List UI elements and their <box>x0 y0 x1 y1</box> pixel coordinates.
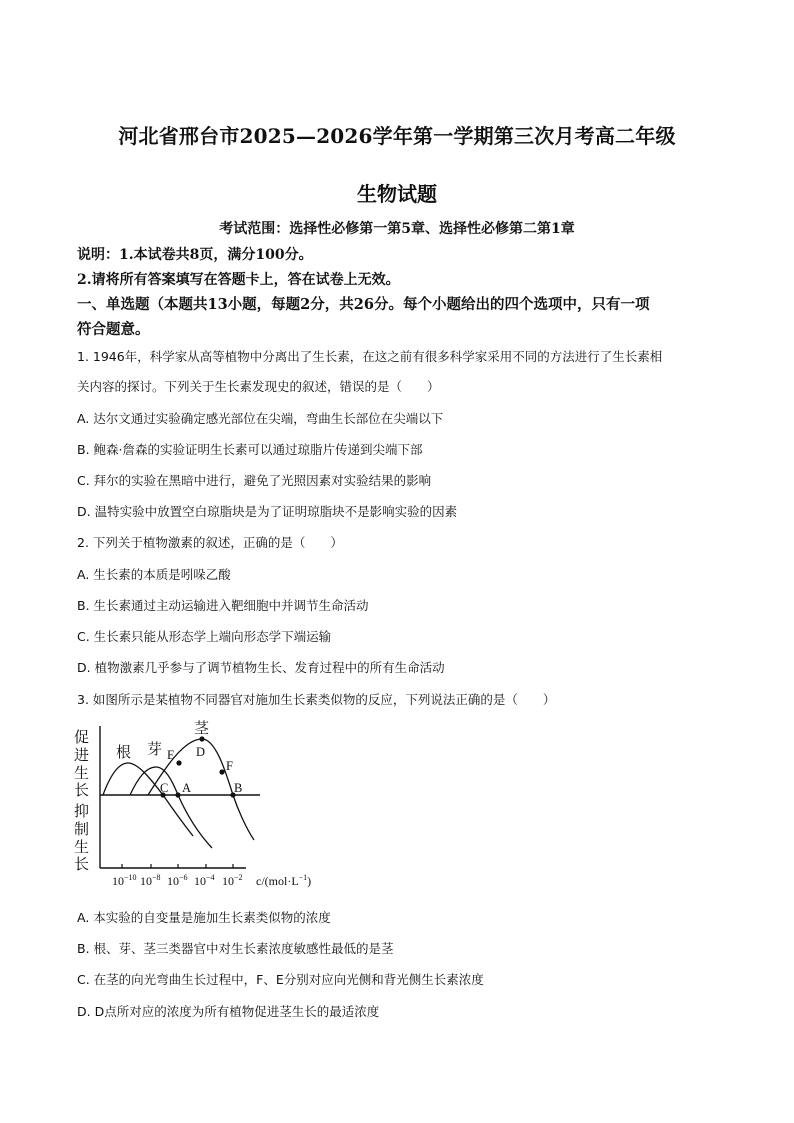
point-d-label: D <box>196 745 206 759</box>
point-e-label: E <box>167 748 175 762</box>
root-curve-label: 根 <box>116 745 132 761</box>
point-d-marker <box>199 736 204 741</box>
point-e-marker <box>176 760 181 765</box>
question-3-option-c: C. 在茎的向光弯曲生长过程中，F、E分别对应向光侧和背光侧生长素浓度 <box>77 972 484 987</box>
y-label-lower: 抑 <box>74 804 90 820</box>
question-1-option-a: A. 达尔文通过实验确定感光部位在尖端，弯曲生长部位在尖端以下 <box>77 411 444 426</box>
x-tick-label: $10^{-4}$ <box>194 873 215 888</box>
exam-scope: 考试范围：选择性必修第一第5章、选择性必修第二第1章 <box>219 221 575 237</box>
point-a-marker <box>175 792 180 797</box>
question-1-option-d: D. 温特实验中放置空白琼脂块是为了证明琼脂块不是影响实验的因素 <box>77 504 458 519</box>
y-label-upper: 促 <box>74 730 90 746</box>
point-b-label: B <box>234 781 243 795</box>
point-f-marker <box>219 769 224 774</box>
question-1-option-b: B. 鲍森·詹森的实验证明生长素可以通过琼脂片传递到尖端下部 <box>77 442 423 457</box>
question-1-stem-line-1: 1. 1946年，科学家从高等植物中分离出了生长素，在这之前有很多科学家采用不同的方法进行了生长素相 <box>77 349 663 364</box>
question-3-stem: 3. 如图所示是某植物不同器官对施加生长素类似物的反应，下列说法正确的是（ ） <box>77 692 556 707</box>
notes-line-2: 2.请将所有答案填写在答题卡上，答在试卷上无效。 <box>77 272 400 288</box>
question-2-option-b: B. 生长素通过主动运输进入靶细胞中并调节生命活动 <box>77 598 369 613</box>
question-1-stem-line-2: 关内容的探讨。下列关于生长素发现史的叙述，错误的是（ ） <box>77 379 440 394</box>
section-heading-line-2: 符合题意。 <box>77 321 150 338</box>
question-3-option-d: D. D点所对应的浓度为所有植物促进茎生长的最适浓度 <box>77 1004 380 1019</box>
x-tick-label: $10^{-8}$ <box>140 873 161 888</box>
y-label-lower: 长 <box>74 857 90 873</box>
stem-curve-label: 茎 <box>194 721 210 737</box>
question-2-option-c: C. 生长素只能从形态学上端向形态学下端运输 <box>77 629 332 644</box>
question-2-option-a: A. 生长素的本质是吲哚乙酸 <box>77 567 231 582</box>
x-tick-label: $10^{-6}$ <box>167 873 188 888</box>
y-label-lower: 制 <box>74 822 90 838</box>
x-tick-label: $10^{-2}$ <box>222 873 243 888</box>
subject-title: 生物试题 <box>357 182 437 206</box>
question-3-option-a: A. 本实验的自变量是施加生长素类似物的浓度 <box>77 910 331 925</box>
x-axis-unit: $c/(mol\cdot L^{-1})$ <box>256 873 312 888</box>
question-2-option-d: D. 植物激素几乎参与了调节植物生长、发育过程中的所有生命活动 <box>77 660 445 675</box>
y-label-upper: 进 <box>74 748 90 764</box>
section-heading-line-1: 一、单选题（本题共13小题，每题2分，共26分。每个小题给出的四个选项中，只有一项 <box>77 296 650 313</box>
y-label-upper: 长 <box>74 783 90 799</box>
y-label-lower: 生 <box>74 840 90 856</box>
point-f-label: F <box>226 759 233 773</box>
exam-title: 河北省邢台市2025—2026学年第一学期第三次月考高二年级 <box>118 124 676 148</box>
question-3-option-b: B. 根、芽、茎三类器官中对生长素浓度敏感性最低的是茎 <box>77 941 394 956</box>
y-label-upper: 生 <box>74 766 90 782</box>
point-a-label: A <box>182 781 192 795</box>
question-1-option-c: C. 拜尔的实验在黑暗中进行，避免了光照因素对实验结果的影响 <box>77 473 432 488</box>
bud-curve-label: 芽 <box>147 742 163 758</box>
notes-line-1: 说明：1.本试卷共8页，满分100分。 <box>77 247 313 263</box>
auxin-response-figure <box>70 718 370 894</box>
x-tick-label: $10^{-10}$ <box>112 873 137 888</box>
point-c-label: C <box>160 781 169 795</box>
question-2-stem: 2. 下列关于植物激素的叙述，正确的是（ ） <box>77 535 343 550</box>
